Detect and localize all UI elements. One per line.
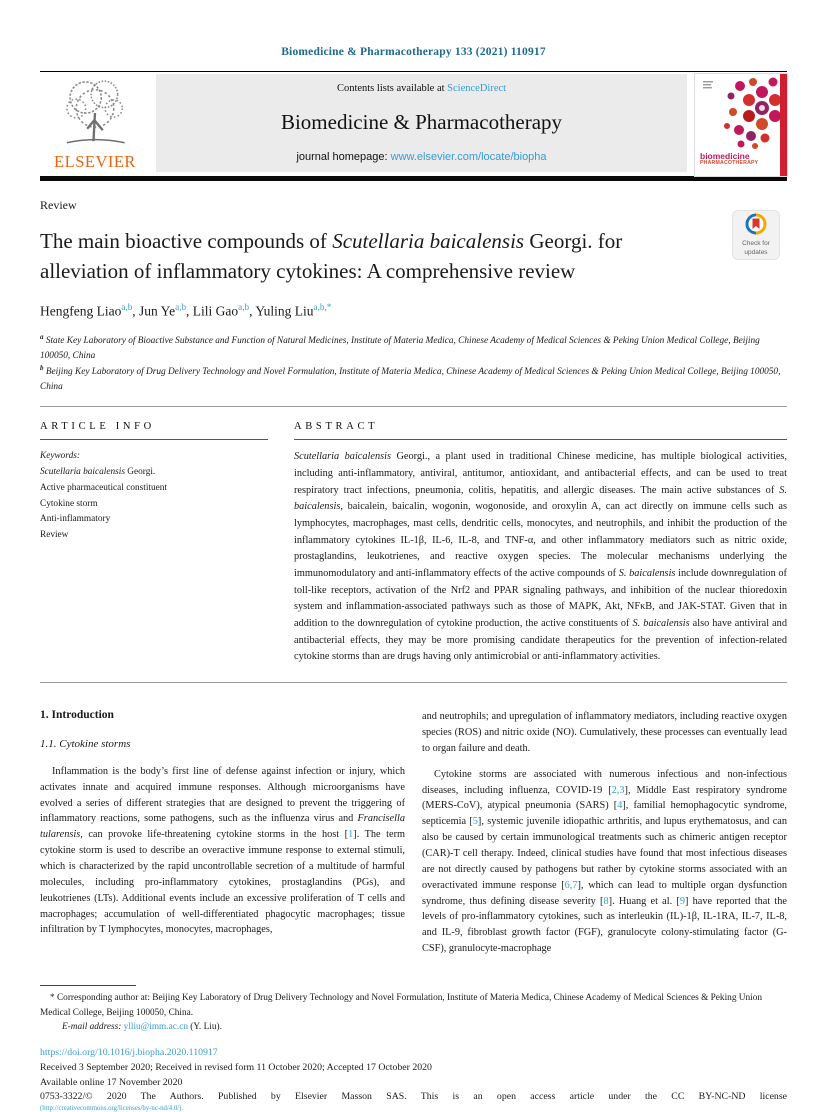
text-run: ], systemic juvenile idiopathic arthritis, and lupus erythematosus, and can also be caused by certain immunological treatments such as chimeric antigen receptor (CAR)-T cell therapy. Indeed, clinical studies have found that most infectious diseases are not directly caused by pathogens but rather by cytokine storms associated with an overactivated immune response [	[422, 816, 787, 891]
journal-title: Biomedicine & Pharmacotherapy	[280, 110, 563, 134]
text-run: a,b	[238, 301, 250, 312]
reference-link[interactable]: 9	[679, 895, 685, 907]
license-link[interactable]: (http://creativecommons.org/licenses/by-nc-nd/4.0/).	[40, 1105, 184, 1112]
text-run: ], which can lead to multiple organ dysfunction syndrome, thus defining disease severity [	[422, 879, 787, 907]
reference-link[interactable]: 8	[603, 895, 609, 907]
affiliation-a-marker: a	[40, 333, 44, 342]
keyword-item	[40, 497, 268, 513]
cover-title-line1: biomedicine	[700, 151, 750, 162]
doi-line	[40, 1047, 787, 1058]
journal-homepage-link[interactable]: www.elsevier.com/locate/biopha	[390, 151, 547, 163]
cover-journal-name	[700, 152, 758, 166]
text-run: ], Middle East respiratory syndrome (MERS-CoV), atypical pneumonia (SARS) [	[422, 784, 787, 812]
cover-title-line2: PHARMACOTHERAPY	[700, 159, 759, 166]
copyright-line: 0753-3322/© 2020 The Authors. Published by Elsevier Masson SAS. This is an open access article under the CC BY-NC-ND license	[40, 1091, 787, 1103]
license-line	[40, 1105, 787, 1112]
email-link[interactable]: ylliu@imm.ac.cn	[123, 1021, 188, 1032]
text-run: ]. Huang et al. [	[608, 895, 680, 907]
article-info-column	[40, 421, 268, 666]
reference-link[interactable]: 4	[617, 800, 623, 812]
text-run: Cytokine storms are associated with numerous infectious and non-infectious diseases, including influenza, COVID-19 [	[422, 768, 787, 796]
homepage-line	[156, 151, 687, 163]
text-run: , can provoke life-threatening cytokine storms in the host [	[80, 829, 349, 841]
text-run: a,b	[175, 301, 187, 312]
journal-cover-thumbnail	[695, 74, 787, 176]
text-run: E-mail address:	[62, 1021, 124, 1032]
affiliation-a-text: State Key Laboratory of Bioactive Substance and Function of Natural Medicines, Institute of Materia Medica, Chinese Academy of Medical Sciences & Peking Union Medical College, Beijing 100050, China	[40, 336, 760, 361]
subsection-heading-cytokine-storms: 1.1. Cytokine storms	[40, 737, 131, 750]
elsevier-tree-icon	[56, 74, 134, 151]
text-run: , Lili Gao	[186, 303, 239, 319]
left-column	[40, 709, 405, 967]
text-run: S. baicalensis	[294, 484, 787, 513]
contents-prefix: Contents lists available at	[336, 83, 448, 94]
elsevier-wordmark: ELSEVIER	[54, 152, 136, 171]
affiliations	[40, 332, 787, 394]
divider-below-abstract	[40, 682, 787, 683]
article-info-heading: ARTICLE INFO	[40, 421, 155, 433]
reference-link[interactable]: 1	[348, 829, 354, 841]
text-run: S. baicalensis	[632, 617, 690, 629]
journal-header-band	[40, 72, 787, 174]
text-run: ] have reported that the levels of pro-inflammatory cytokines, such as interleukin (IL)-1β, IL-1RA, IL-7, IL-8, and IL-9, fibroblast growth factor (FGF), granulocyte colony-stimulating factor (G-CSF), granulocyte-macrophage	[422, 895, 787, 955]
intro-paragraph-left	[40, 764, 405, 938]
text-run: (Y. Liu).	[187, 1021, 222, 1032]
journal-masthead	[156, 74, 687, 172]
text-run: , Jun Ye	[132, 303, 176, 319]
text-run: a,b,*	[313, 301, 332, 312]
text-run: Anti-inflammatory	[40, 514, 111, 525]
text-run: * Corresponding author at: Beijing Key Laboratory of Drug Delivery Technology and Novel Formulation, Institute of Materia Medica, Chinese Academy of Medical Sciences & Peking Union Medical College, Beijing 100050, China.	[40, 993, 763, 1018]
paper-title	[40, 226, 670, 287]
section-heading-introduction: 1. Introduction	[40, 708, 114, 721]
abstract-text	[294, 449, 787, 666]
text-run: Georgi.	[124, 466, 156, 477]
text-run: Hengfeng Liao	[40, 303, 122, 319]
abstract-rule	[294, 439, 787, 440]
text-run: Georgi. for alleviation of inflammatory cytokines: A comprehensive review	[40, 229, 623, 284]
text-run: ]. The term cytokine storm is used to describe an overactive immune response to external stimuli, which is characterized by the rapid uncontrollable secretion of a multitude of harmful molecules, including pro-inflammatory cytokines, prostaglandins (PGs), and leukotrienes (LTs). Additional events include an excessive proliferation of T cells and macrophages; accumulation of well-differentiated phagocytic macrophages; tissue infiltration by T lymphocytes, monocytes, macrophages,	[40, 829, 406, 936]
homepage-prefix: journal homepage:	[296, 151, 391, 163]
text-run: Scutellaria baicalensis	[294, 451, 391, 463]
available-online-line: Available online 17 November 2020	[40, 1077, 183, 1089]
text-run: Cytokine storm	[40, 498, 98, 509]
keywords-label: Keywords:	[40, 451, 80, 462]
corresponding-author-note	[40, 991, 787, 1020]
text-run: include downregulation of toll-like receptors, activation of the Nrf2 and PPAR signaling pathways, and inhibition of the nuclear thioredoxin system and inflammation-associated pathways such as those of MAPK, Akt, NFκB, and JAK-STAT. Given that in addition to the downregulation of cytokine production, the active constituents of	[294, 567, 787, 629]
received-dates-line: Received 3 September 2020; Received in revised form 11 October 2020; Accepted 17 October 2020	[40, 1062, 432, 1074]
text-run: Georgi., a plant used in traditional Chinese medicine, has multiple biological activities, including anti-inflammatory, antiviral, antitumor, antioxidant, and antibacterial effects, and can be used to treat respiratory tract infections, pneumonia, colitis, hepatitis, and allergic diseases. The main active substances of	[294, 451, 788, 496]
article-info-rule	[40, 439, 268, 440]
cover-red-strip	[780, 74, 787, 176]
keyword-item	[40, 528, 268, 544]
affiliation-b-marker: b	[40, 364, 44, 373]
footnote-divider	[40, 985, 136, 986]
text-run: Scutellaria baicalensis	[40, 466, 125, 477]
text-run: Active pharmaceutical constituent	[40, 482, 168, 493]
right-column	[422, 709, 787, 967]
keywords-list	[40, 449, 268, 544]
text-run: a,b	[121, 301, 133, 312]
body-columns	[40, 709, 787, 967]
affiliation-a	[40, 332, 787, 363]
divider-above-abstract	[40, 406, 787, 407]
doi-link[interactable]: https://doi.org/10.1016/j.biopha.2020.110917	[40, 1047, 218, 1059]
reference-link[interactable]: 2,3	[611, 784, 625, 796]
text-run: also have antiviral and antibacterial effects, they may be more promising candidate therapeutics for the prevention of infection-related cytokine storms than are drugs having only antimicrobial or anti-inflammatory activities.	[294, 617, 787, 663]
abstract-column	[294, 421, 787, 666]
intro-paragraph-right-2	[422, 767, 787, 957]
affiliation-b-text: Beijing Key Laboratory of Drug Delivery Technology and Novel Formulation, Institute of Materia Medica, Chinese Academy of Medical Sciences & Peking Union Medical College, Beijing 100050, China	[40, 367, 781, 392]
text-run: Francisella tularensis	[40, 813, 405, 841]
email-line	[40, 1020, 787, 1034]
footnote-block	[40, 991, 787, 1034]
keyword-item	[40, 481, 268, 497]
text-run: , Yuling Liu	[249, 303, 314, 319]
text-run: S. baicalensis	[618, 567, 676, 579]
abstract-heading: ABSTRACT	[294, 421, 379, 433]
text-run: Inflammation is the body’s first line of defense against infection or injury, which activates innate and acquired immune responses. Although microorganisms have evolved a series of different strategies that are designed to prevent the triggering of inflammatory reactions, some pathogens, such as the influenza virus and	[40, 765, 405, 825]
keyword-item	[40, 512, 268, 528]
reference-link[interactable]: 6,7	[564, 879, 578, 891]
crossmark-icon	[745, 213, 767, 240]
text-run: The main bioactive compounds of	[40, 229, 333, 253]
sciencedirect-link[interactable]: ScienceDirect	[447, 83, 507, 94]
reference-link[interactable]: 5	[472, 816, 478, 828]
journal-citation: Biomedicine & Pharmacotherapy 133 (2021) 110917	[281, 46, 546, 58]
text-run: Review	[40, 530, 69, 541]
intro-paragraph-right-1	[422, 709, 787, 757]
check-for-updates-badge[interactable]	[733, 211, 779, 259]
elsevier-logo	[40, 72, 156, 174]
text-run: , baicalein, baicalin, wogonin, wogonoside, and oroxylin A, can act directly on immune cells such as lymphocytes, macrophages, mast cells, dendritic cells, monocytes, and neutrophils, and inhibit the production of the inflammatory cytokines IL-1β, IL-6, IL-8, and TNF-α, and other inflammatory mediators such as nitric oxide, prostaglandins, leukotrienes, and reactive oxygen species. The molecular mechanisms underlying the immunomodulatory and anti-inflammatory effects of the active compounds of	[294, 501, 787, 579]
badge-text: Check for updates	[742, 240, 770, 256]
info-abstract-block	[40, 421, 787, 666]
text-run: ], familial hemophagocytic syndrome, septicemia [	[422, 800, 787, 828]
affiliation-b	[40, 363, 787, 394]
article-type-label: Review	[40, 198, 77, 212]
author-list	[40, 302, 787, 320]
text-run: Scutellaria baicalensis	[332, 229, 525, 253]
header-bottom-bar	[40, 176, 787, 181]
text-run: and neutrophils; and upregulation of inflammatory mediators, including reactive oxygen species (ROS) and nitric oxide (NO). Cumulatively, these processes can eventually lead to organ failure and death.	[422, 710, 787, 754]
keyword-item	[40, 465, 268, 481]
contents-line	[156, 83, 687, 94]
